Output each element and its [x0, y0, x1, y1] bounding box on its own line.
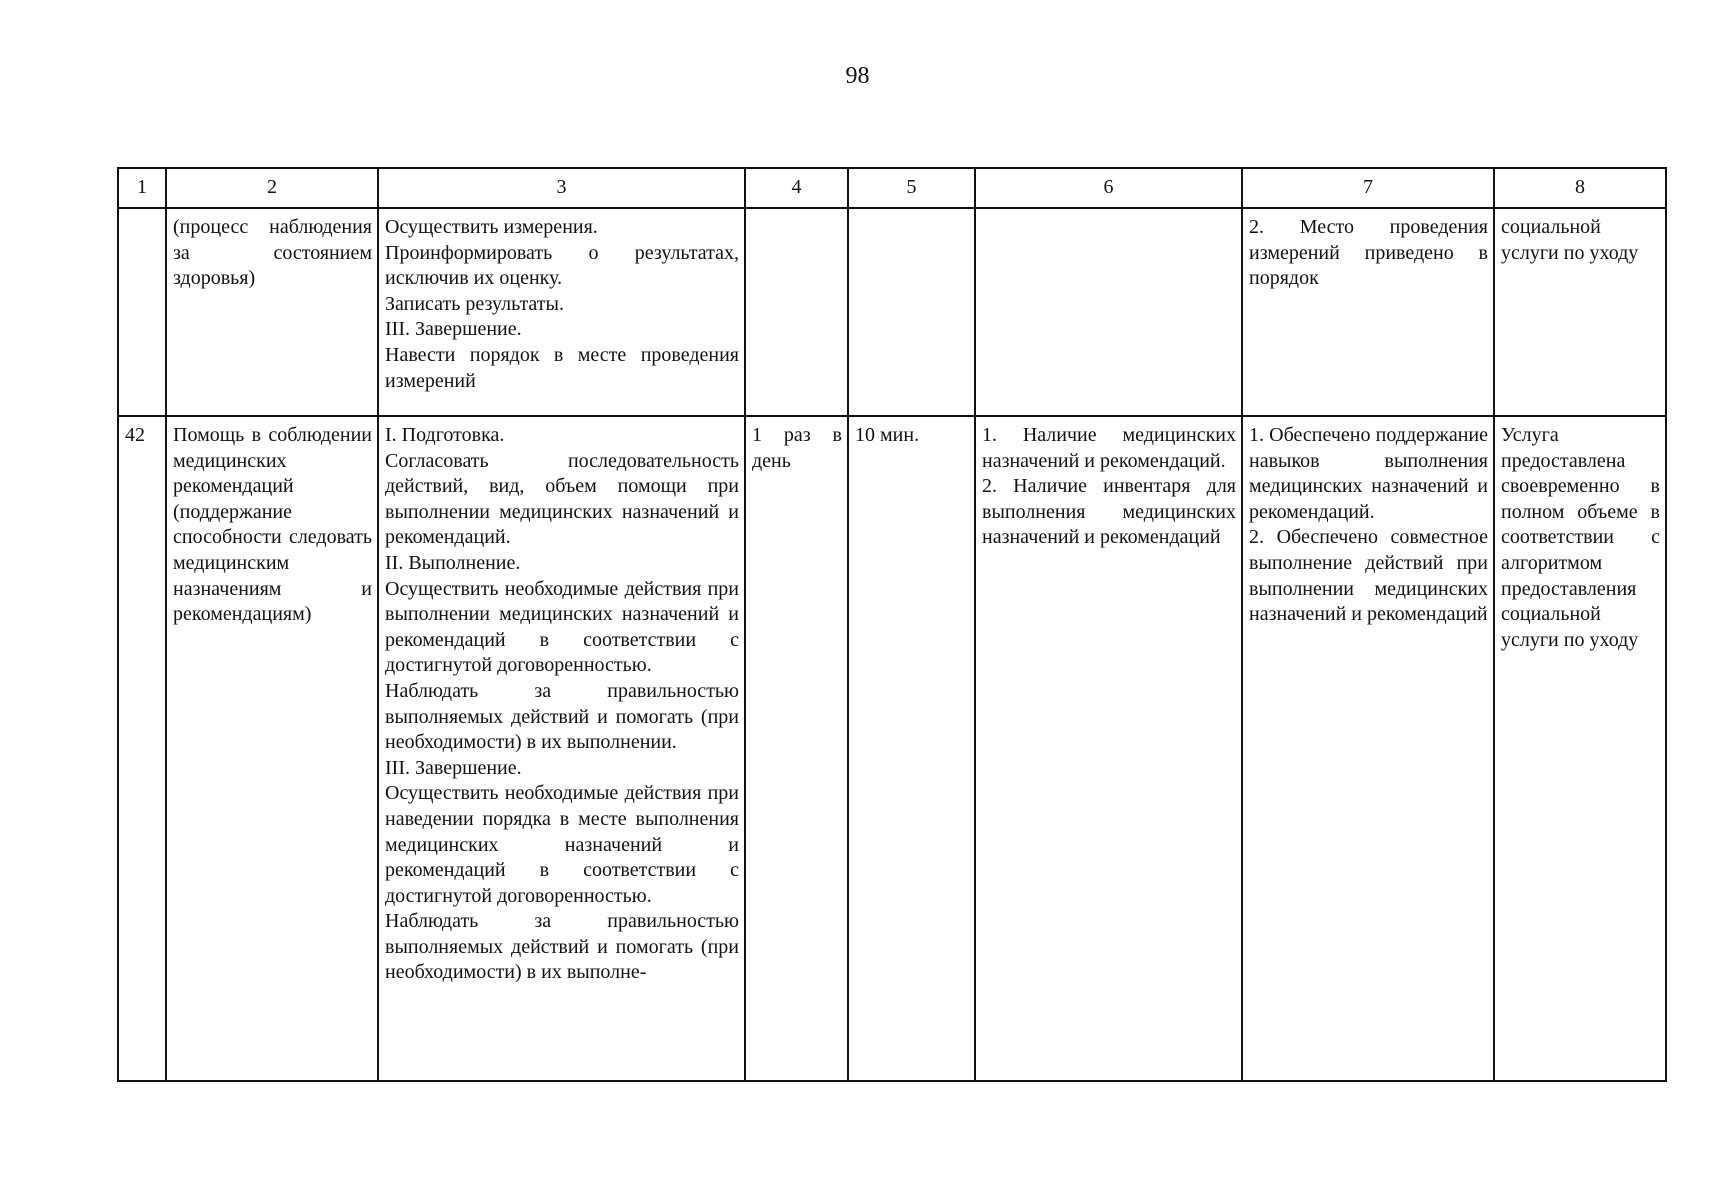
page-number: 98: [845, 63, 870, 89]
column-header: 1: [118, 168, 166, 208]
cell-frequency: [745, 208, 848, 416]
procedure-line: Наблюдать за правильностью выполняемых действий и помогать (при необходимости) в их выполнении.: [385, 679, 739, 754]
cell-number: 42: [118, 416, 166, 1081]
column-header: 6: [975, 168, 1242, 208]
cell-procedure: [378, 416, 745, 1081]
procedure-line: Осуществить необходимые действия при наведении порядка в месте выполнения медицинских назначений и рекомендаций в соответствии с достигнутой договоренностью.: [385, 782, 739, 907]
procedure-line: Наблюдать за правильностью выполняемых действий и помогать (при необходимости) в их выполне-: [385, 910, 739, 984]
cell-result: [1242, 416, 1494, 1081]
header-row: [118, 168, 1666, 208]
procedure-line: Согласовать последовательность действий, вид, объем помощи при выполнении медицинских назначений и рекомендаций.: [385, 449, 739, 549]
cell-conditions: [975, 416, 1242, 1081]
cell-service-name: Помощь в соблюдении медицинских рекомендаций (поддержание способности следовать медицинским назначениям и рекомендациям): [166, 416, 378, 1081]
condition-line: 1. Наличие медицинских назначений и рекомендаций.: [982, 424, 1236, 472]
cell-frequency: 1 раз в день: [745, 416, 848, 1081]
procedure-line: Проинформировать о результатах, исключив их оценку.: [385, 241, 739, 290]
column-header: 7: [1242, 168, 1494, 208]
cell-number: [118, 208, 166, 416]
cell-result: 2. Место проведения измерений приведено в порядок: [1242, 208, 1494, 416]
procedure-line: Осуществить измерения.: [385, 216, 598, 238]
column-header: 3: [378, 168, 745, 208]
cell-duration: [848, 208, 975, 416]
cell-quality: социальной услуги по уходу: [1494, 208, 1666, 416]
column-header: 5: [848, 168, 975, 208]
procedure-line: Навести порядок в месте проведения измерений: [385, 343, 739, 392]
result-line: 2. Обеспечено совместное выполнение действий при выполнении медицинских назначений и рекомендаций: [1249, 526, 1488, 626]
cell-service-name: (процесс наблюдения за состоянием здоровья): [166, 208, 378, 416]
procedure-line: Осуществить необходимые действия при выполнении медицинских назначений и рекомендаций в соответствии с достигнутой договоренностью.: [385, 577, 739, 677]
procedure-line: Записать результаты.: [385, 292, 564, 315]
procedure-line: II. Выполнение.: [385, 551, 521, 574]
cell-duration: 10 мин.: [848, 416, 975, 1081]
result-line: 1. Обеспечено поддержание навыков выполнения медицинских назначений и рекомендаций.: [1249, 424, 1488, 523]
procedure-line: III. Завершение.: [385, 756, 522, 779]
services-table: [117, 167, 1667, 1082]
column-header: 2: [166, 168, 378, 208]
column-header: 4: [745, 168, 848, 208]
table-row-42: [118, 416, 1666, 1081]
cell-procedure: [378, 208, 745, 416]
cell-conditions: [975, 208, 1242, 416]
procedure-line: I. Подготовка.: [385, 424, 505, 446]
cell-quality: Услуга предоставлена своевременно в полном объеме в соответствии с алгоритмом предоставления социальной услуги по уходу: [1494, 416, 1666, 1081]
condition-line: 2. Наличие инвентаря для выполнения медицинских назначений и рекомендаций: [982, 475, 1236, 549]
column-header: 8: [1494, 168, 1666, 208]
procedure-line: III. Завершение.: [385, 318, 522, 341]
table-row-continued: [118, 208, 1666, 416]
